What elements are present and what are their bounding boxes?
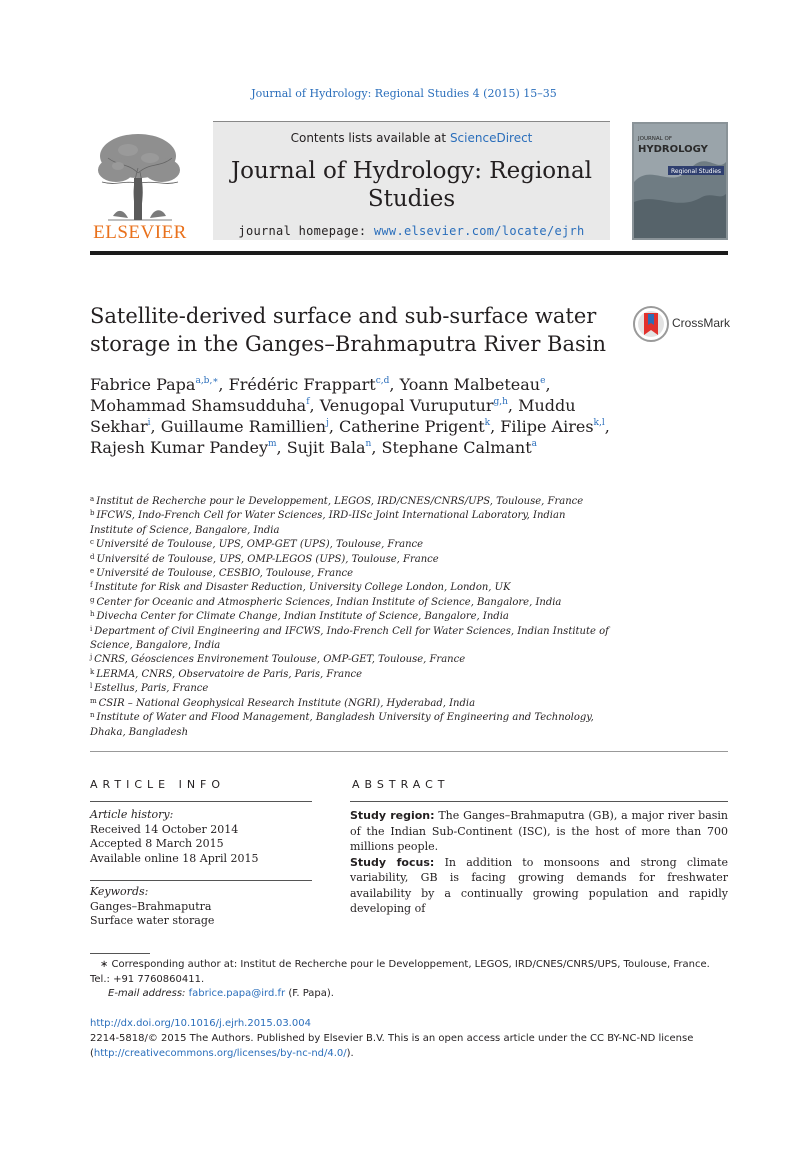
affiliation-text: Université de Toulouse, UPS, OMP-GET (UPS), Toulouse, France: [95, 539, 424, 551]
author-affiliation-marker[interactable]: n: [365, 439, 372, 449]
affiliation-text: Institute of Water and Flood Management, Bangladesh University of Engineering and Technology, Dhaka, Bangladesh: [90, 712, 594, 738]
keyword-item: Ganges–Brahmaputra: [90, 899, 212, 913]
author[interactable]: [500, 417, 610, 436]
affiliation-text: Estellus, Paris, France: [94, 683, 209, 695]
journal-title: Journal of Hydrology: Regional Studies: [230, 158, 593, 212]
study-focus-label: Study focus:: [350, 855, 435, 869]
author[interactable]: [229, 375, 400, 394]
author-list: [90, 374, 610, 458]
footnote: [90, 958, 728, 1002]
doi-link[interactable]: http://dx.doi.org/10.1016/j.ejrh.2015.03.004: [90, 1018, 311, 1029]
email-label: E-mail address:: [108, 988, 189, 999]
affiliation-text: CNRS, Géosciences Environement Toulouse, OMP-GET, Toulouse, France: [94, 654, 466, 666]
author-affiliation-marker[interactable]: j: [326, 418, 329, 428]
affiliation-key: c: [90, 538, 94, 547]
journal-reference[interactable]: Journal of Hydrology: Regional Studies 4 (2015) 15–35: [251, 87, 557, 100]
corresponding-author: ∗ Corresponding author at: Institut de Recherche pour le Developpement, LEGOS, IRD/CNES/CNRS/UPS, Toulouse, France.: [100, 959, 710, 970]
footnote-rule: [90, 953, 150, 954]
affiliation-text: Institut de Recherche pour le Developpement, LEGOS, IRD/CNES/CNRS/UPS, Toulouse, France: [96, 496, 584, 507]
author-name: Mohammad Shamsudduha: [90, 396, 307, 415]
author-separator: ,: [545, 375, 551, 394]
license-statement: [90, 1032, 728, 1061]
crossmark-label: CrossMark: [672, 316, 731, 330]
journal-cover-image: [632, 122, 728, 240]
affiliation: [90, 711, 610, 740]
affiliation-key: k: [90, 667, 95, 676]
affiliation-text: CSIR – National Geophysical Research Institute (NGRI), Hyderabad, India: [98, 697, 476, 709]
affiliation-text: Université de Toulouse, UPS, OMP-LEGOS (UPS), Toulouse, France: [96, 553, 439, 565]
author-separator: ,: [490, 417, 496, 436]
author[interactable]: [90, 438, 287, 457]
author-name: Venugopal Vuruputur: [319, 396, 494, 415]
affiliation: [90, 567, 610, 581]
author[interactable]: [161, 417, 339, 436]
author[interactable]: [90, 375, 229, 394]
affiliation: [90, 553, 610, 567]
author-separator: ,: [218, 375, 229, 394]
affiliation-key: e: [90, 567, 95, 576]
author-name: Muddu Sekhar: [90, 396, 576, 436]
author[interactable]: [382, 438, 538, 457]
crossmark-icon: [632, 305, 672, 345]
study-region-label: Study region:: [350, 809, 435, 822]
keyword-item: Surface water storage: [90, 914, 215, 927]
author[interactable]: [400, 375, 551, 394]
affiliation: [90, 596, 610, 610]
affiliation: [90, 509, 610, 538]
affiliation-key: d: [90, 552, 95, 561]
affiliation-key: i: [90, 624, 93, 633]
affiliation: [90, 625, 610, 654]
affiliation-key: m: [90, 696, 97, 705]
affiliation-text: Institute for Risk and Disaster Reduction, University College London, London, UK: [94, 582, 511, 594]
author-separator: ,: [507, 396, 513, 415]
abstract-heading: ABSTRACT: [352, 778, 450, 791]
journal-homepage: [213, 224, 610, 238]
author-affiliation-marker[interactable]: a,b,∗: [195, 376, 219, 386]
author-affiliation-marker[interactable]: c,d: [375, 376, 390, 386]
journal-cover[interactable]: [632, 122, 728, 240]
email-suffix: (F. Papa).: [285, 988, 334, 999]
author-separator: ,: [150, 417, 161, 436]
affiliation-key: a: [90, 495, 95, 503]
history-online: Available online 18 April 2015: [90, 851, 259, 865]
author-affiliation-marker[interactable]: i: [147, 418, 151, 428]
affiliation: [90, 653, 610, 667]
author-name: Fabrice Papa: [90, 375, 196, 394]
author[interactable]: [339, 417, 495, 436]
license-link[interactable]: http://creativecommons.org/licenses/by-nc-nd/4.0/: [93, 1047, 347, 1059]
author-affiliation-marker[interactable]: k,l: [593, 418, 605, 428]
author-name: Yoann Malbeteau: [399, 375, 541, 394]
article-info-rule: [90, 801, 312, 802]
sciencedirect-link[interactable]: ScienceDirect: [449, 131, 533, 145]
article-info-rule: [90, 880, 312, 881]
license-end: ).: [346, 1047, 354, 1059]
history-label: Article history:: [90, 808, 174, 821]
author-affiliation-marker[interactable]: f: [306, 397, 310, 407]
author-affiliation-marker[interactable]: g,h: [493, 397, 508, 407]
study-region-text: The Ganges–Brahmaputra (GB), a major river basin of the Indian Sub-Continent (ISC), is the host of more than 700 millions people.: [350, 809, 728, 853]
affiliation-key: h: [90, 610, 95, 619]
author-name: Catherine Prigent: [339, 417, 485, 436]
abstract-rule: [350, 801, 728, 802]
author-affiliation-marker[interactable]: a: [531, 439, 538, 449]
email-line: [90, 987, 728, 1002]
cover-line-3: Regional Studies: [671, 168, 722, 175]
article-title: Satellite-derived surface and sub-surface water storage in the Ganges–Brahmaputra River Basin: [90, 304, 607, 356]
affiliation: [90, 610, 610, 624]
abstract-study-region: [350, 808, 728, 855]
author-name: Rajesh Kumar Pandey: [90, 438, 268, 457]
telephone: Tel.: +91 7760860411.: [90, 973, 205, 985]
cover-line-2: HYDROLOGY: [638, 144, 708, 155]
cover-line-1: JOURNAL OF: [638, 136, 672, 142]
header-divider: [90, 251, 728, 255]
affiliation: [90, 682, 610, 696]
affiliation: [90, 538, 610, 552]
homepage-prefix: journal homepage:: [238, 224, 374, 238]
author-name: Guillaume Ramillien: [160, 417, 327, 436]
author-name: Sujit Bala: [286, 438, 366, 457]
affiliation-key: l: [90, 682, 93, 691]
author-separator: ,: [604, 417, 610, 436]
affiliation-key: g: [90, 595, 95, 604]
affiliation-key: f: [90, 581, 93, 590]
affiliation-text: Divecha Center for Climate Change, Indian Institute of Science, Bangalore, India: [96, 611, 509, 623]
affiliation-text: Center for Oceanic and Atmospheric Sciences, Indian Institute of Science, Bangalore, India: [96, 596, 562, 608]
author-affiliation-marker[interactable]: m: [267, 439, 277, 449]
affiliation: [90, 495, 610, 509]
homepage-link[interactable]: www.elsevier.com/locate/ejrh: [373, 224, 585, 238]
author-affiliation-marker[interactable]: e: [540, 376, 546, 386]
article-info-heading: ARTICLE INFO: [90, 778, 226, 791]
affiliation-key: j: [90, 653, 93, 662]
author-name: Stephane Calmant: [381, 438, 532, 457]
affiliation-list: [90, 495, 610, 740]
keywords-label: Keywords:: [90, 885, 149, 898]
license-text: 2214-5818/© 2015 The Authors. Published by Elsevier B.V. This is an open access article under the CC BY-NC-ND license (: [90, 1033, 694, 1059]
affiliation-key: n: [90, 711, 95, 720]
email-link[interactable]: fabrice.papa@ird.fr: [188, 988, 286, 999]
author[interactable]: [287, 438, 377, 457]
history-received: Received 14 October 2014: [90, 822, 239, 836]
abstract-body: [350, 808, 728, 917]
author[interactable]: [90, 396, 320, 415]
keywords: [90, 885, 312, 929]
affiliation: [90, 581, 610, 595]
article-history: [90, 808, 312, 866]
author-name: Frédéric Frappart: [228, 375, 376, 394]
affiliation-key: b: [90, 509, 95, 518]
abstract-study-focus: [350, 855, 728, 917]
publisher-wordmark: ELSEVIER: [93, 222, 187, 243]
author-separator: ,: [309, 396, 320, 415]
author-name: Filipe Aires: [500, 417, 594, 436]
author-separator: ,: [276, 438, 287, 457]
author-separator: ,: [389, 375, 400, 394]
crossmark-button[interactable]: [632, 305, 732, 345]
affiliation: [90, 697, 610, 711]
affiliation-text: Université de Toulouse, CESBIO, Toulouse, France: [96, 568, 354, 580]
affiliation: [90, 668, 610, 682]
contents-prefix: Contents lists available at: [290, 131, 450, 145]
author-separator: ,: [328, 417, 340, 436]
affiliation-text: IFCWS, Indo-French Cell for Water Sciences, IRD-IISc Joint International Laboratory, Indian Institute of Science, Bangalore, India: [90, 510, 566, 536]
section-divider: [90, 751, 728, 752]
affiliation-text: LERMA, CNRS, Observatoire de Paris, Paris, France: [96, 668, 363, 680]
contents-line: [213, 131, 610, 145]
author-separator: ,: [371, 438, 377, 457]
history-accepted: Accepted 8 March 2015: [90, 837, 224, 850]
author[interactable]: [320, 396, 513, 415]
study-focus-text: In addition to monsoons and strong climate variability, GB is facing growing demands for freshwater availability by a continually growing population and rapidly developing of: [350, 855, 729, 915]
affiliation-text: Department of Civil Engineering and IFCWS, Indo-French Cell for Water Sciences, Indian Institute of Science, Bangalore, India: [90, 625, 609, 652]
author-affiliation-marker[interactable]: k: [484, 418, 491, 428]
